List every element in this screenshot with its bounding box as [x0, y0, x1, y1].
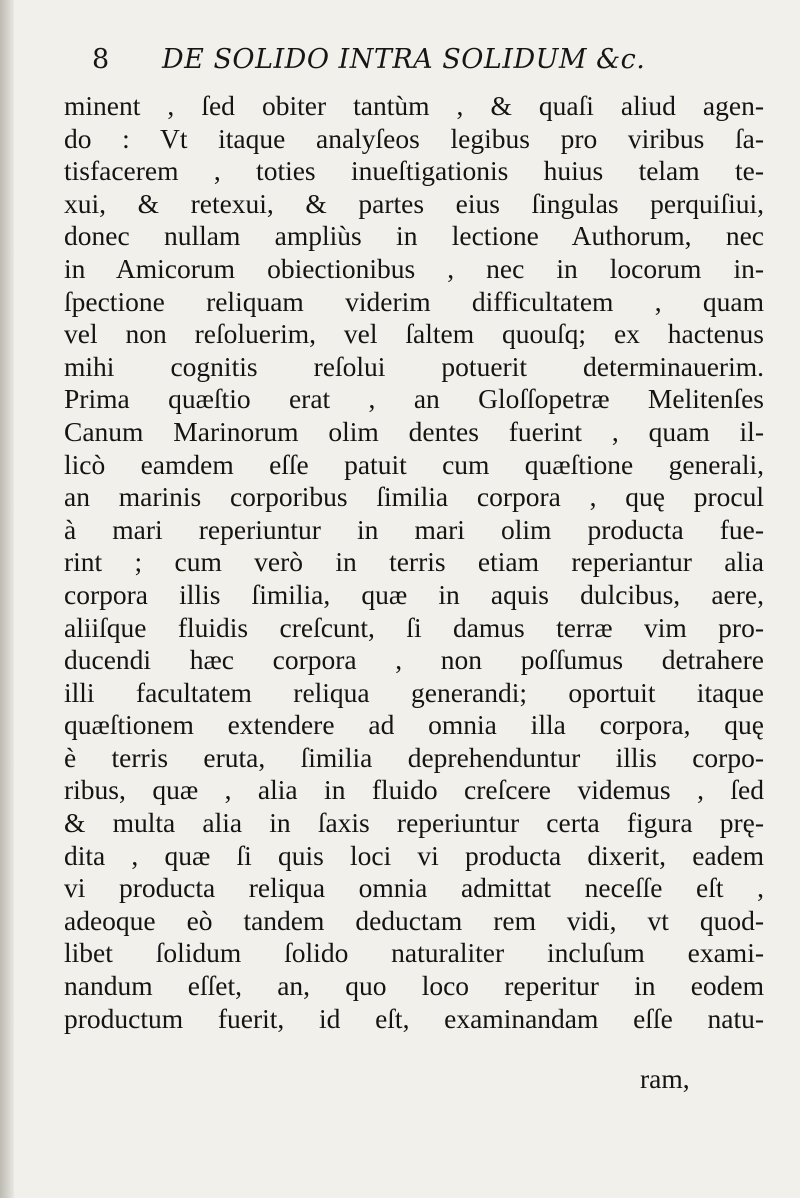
text-line: tisfacerem , toties inueſtigationis huius telam te-	[64, 155, 764, 187]
page-number: 8	[92, 44, 110, 75]
text-line: dita , quæ ſi quis loci vi producta dixerit, eadem	[64, 839, 764, 871]
text-line: licò eamdem eſſe patuit cum quæſtione generali,	[64, 448, 764, 480]
text-line: ribus, quæ , alia in fluido creſcere videmus , ſed	[64, 774, 764, 806]
text-line: an marinis corporibus ſimilia corpora , quę procul	[64, 481, 764, 513]
text-line: mihi cognitis reſolui potuerit determinauerim.	[64, 350, 764, 382]
page-header	[92, 40, 732, 80]
page-gutter-shadow	[0, 0, 14, 1198]
text-line: rint ; cum verò in terris etiam reperiantur alia	[64, 546, 764, 578]
body-text	[64, 90, 764, 1035]
text-line: adeoque eò tandem deductam rem vidi, vt quod-	[64, 904, 764, 936]
text-line: minent , ſed obiter tantùm , & quaſi aliud agen-	[64, 90, 764, 121]
text-line: aliiſque fluidis creſcunt, ſi damus terræ vim pro-	[64, 611, 764, 643]
running-title: DE SOLIDO INTRA SOLIDUM &c.	[162, 44, 646, 75]
text-line: do : Vt itaque analyſeos legibus pro viribus ſa-	[64, 122, 764, 154]
text-line: donec nullam ampliùs in lectione Authorum, nec	[64, 220, 764, 252]
text-line: libet ſolidum ſolido naturaliter incluſum exami-	[64, 937, 764, 969]
text-line: vel non reſoluerim, vel ſaltem quouſq; ex hactenus	[64, 318, 764, 350]
catchword: ram,	[640, 1063, 690, 1094]
text-line: à mari reperiuntur in mari olim producta fue-	[64, 513, 764, 545]
text-line: & multa alia in ſaxis reperiuntur certa figura prę-	[64, 807, 764, 839]
text-line: Prima quæſtio erat , an Gloſſopetræ Melitenſes	[64, 383, 764, 415]
text-line: xui, & retexui, & partes eius ſingulas perquiſiui,	[64, 187, 764, 219]
text-line: corpora illis ſimilia, quæ in aquis dulcibus, aere,	[64, 578, 764, 610]
text-line: vi producta reliqua omnia admittat neceſſe eſt ,	[64, 872, 764, 904]
text-line: ſpectione reliquam viderim difficultatem , quam	[64, 285, 764, 317]
text-line: productum fuerit, id eſt, examinandam eſſe natu-	[64, 1002, 764, 1034]
text-line: illi facultatem reliqua generandi; oportuit itaque	[64, 676, 764, 708]
text-line: quæſtionem extendere ad omnia illa corpora, quę	[64, 709, 764, 741]
text-line: in Amicorum obiectionibus , nec in locorum in-	[64, 252, 764, 284]
text-line: ducendi hæc corpora , non poſſumus detrahere	[64, 644, 764, 676]
text-line: Canum Marinorum olim dentes fuerint , quam il-	[64, 415, 764, 447]
text-line: nandum eſſet, an, quo loco reperitur in eodem	[64, 970, 764, 1002]
text-line: è terris eruta, ſimilia deprehenduntur illis corpo-	[64, 741, 764, 773]
